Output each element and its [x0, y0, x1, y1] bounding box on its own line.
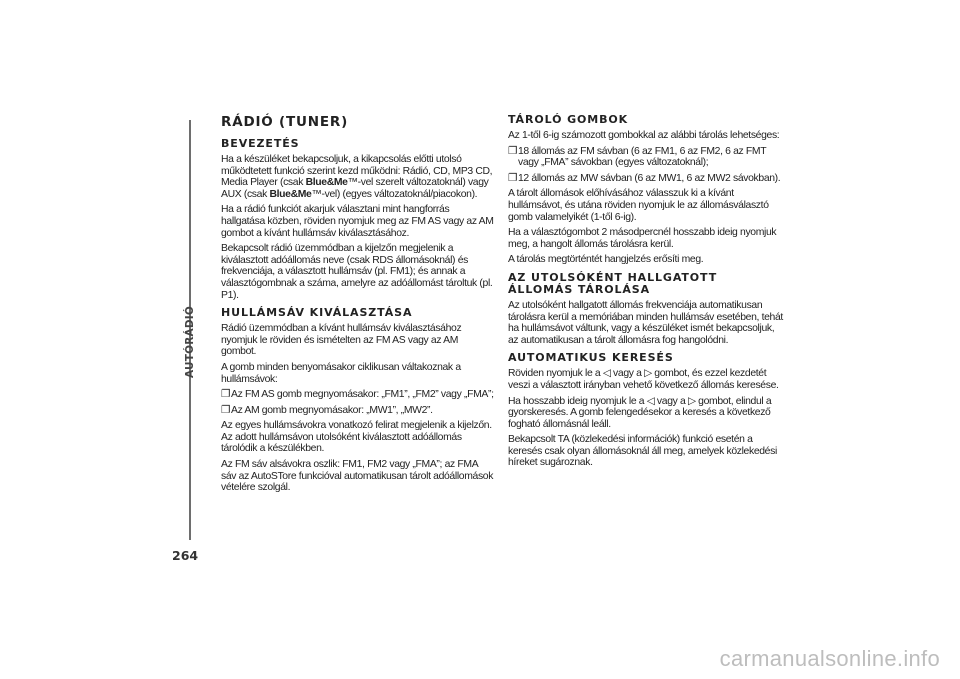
- right-column: [508, 114, 783, 473]
- bullet-icon: ❐: [508, 172, 517, 184]
- bullet-icon: ❐: [221, 404, 230, 416]
- intro-p1-part-b: ™-vel szerelt változatoknál) vagy AUX (csak: [221, 177, 489, 200]
- presets-bullet-1: [508, 146, 783, 169]
- band-bullet-1: [221, 389, 494, 401]
- last-station-heading-line1: AZ UTOLSÓKÉNT HALLGATOTT: [508, 270, 718, 284]
- section-side-label: AUTÓRÁDIÓ: [184, 306, 196, 378]
- presets-paragraph-3: A tárolás megtörténtét hangjelzés erősíti meg.: [508, 254, 704, 266]
- auto-search-paragraph-1: Röviden nyomjuk le a ◁ vagy a ▷ gombot, és ezzel kezdetét veszi a választott irányban vehető következő állomás keresése.: [508, 368, 779, 391]
- section-heading-presets: TÁROLÓ GOMBOK: [508, 113, 629, 126]
- last-station-heading-line2: ÁLLOMÁS TÁROLÁSA: [508, 282, 651, 296]
- bullet-icon: ❐: [221, 389, 230, 401]
- presets-intro: Az 1-től 6-ig számozott gombokkal az alábbi tárolás lehetséges:: [508, 130, 780, 141]
- section-heading-band-select: HULLÁMSÁV KIVÁLASZTÁSA: [221, 306, 413, 320]
- presets-bullet-2: [508, 173, 783, 185]
- intro-paragraph-3: Bekapcsolt rádió üzemmódban a kijelzőn megjelenik a kiválasztott adóállomás neve (csak RDS állomásoknál) és frekvenciája, a választott hullámsáv (pl. FM1); és annak a választógombnak a száma, amelyre az adóállomást tároltuk (pl. P1).: [221, 243, 493, 301]
- left-column: [221, 114, 494, 498]
- intro-paragraph-1: [221, 154, 494, 200]
- band-paragraph-1: Rádió üzemmódban a kívánt hullámsáv kiválasztásához nyomjuk le röviden és ismételten az FM AS vagy az AM gombot.: [221, 323, 462, 358]
- page-title: RÁDIÓ (TUNER): [221, 114, 349, 130]
- band-bullet-2: [221, 405, 494, 417]
- presets-bullet-2-text: 12 állomás az MW sávban (6 az MW1, 6 az MW2 sávokban).: [518, 172, 781, 184]
- band-bullet-2-text: Az AM gomb megnyomásakor: „MW1”, „MW2”.: [231, 404, 433, 416]
- intro-p1-part-c: ™-vel) (egyes változatoknál/piacokon).: [311, 188, 478, 200]
- bullet-icon: ❐: [508, 145, 517, 157]
- blueme-brand-2: Blue&Me: [269, 188, 312, 200]
- presets-bullet-1-text: 18 állomás az FM sávban (6 az FM1, 6 az FM2, 6 az FMT vagy „FMA” sávokban (egyes változatoknál);: [518, 145, 767, 169]
- auto-search-paragraph-3: Bekapcsolt TA (közlekedési információk) funkció esetén a keresés csak olyan állomásoknál áll meg, amelyek közlekedési híreket sugároznak.: [508, 434, 777, 469]
- blueme-brand-1: Blue&Me: [305, 177, 348, 189]
- presets-paragraph-2: Ha a választógombot 2 másodpercnél hosszabb ideig nyomjuk meg, a hangolt állomás tárolásra kerül.: [508, 227, 777, 250]
- intro-p1-part-a: Ha a készüléket bekapcsoljuk, a kikapcsolás előtti utolsó működtetett funkció szerint kezd működni: Rádió, CD, MP3 CD, Media Player (csak: [221, 154, 493, 189]
- band-paragraph-4: Az FM sáv alsávokra oszlik: FM1, FM2 vagy „FMA”; az FMA sáv az AutoSTore funkcióval automatikusan tárolt adóállomások vételére szolgál.: [221, 459, 494, 494]
- page-number: 264: [172, 548, 199, 563]
- last-station-paragraph: Az utolsóként hallgatott állomás frekvenciája automatikusan tárolásra kerül a memóriában minden hullámsáv esetében, tehát ha hullámsávot váltunk, vagy a készüléket ismét bekapcsoljuk, az automatikusan a tárolt állomásra fog hangolódni.: [508, 299, 783, 346]
- section-heading-intro: BEVEZETÉS: [221, 137, 300, 150]
- watermark-text: carmanualsonline.info: [719, 646, 940, 671]
- band-bullet-1-text: Az FM AS gomb megnyomásakor: „FM1”, „FM2” vagy „FMA”;: [231, 389, 494, 401]
- band-paragraph-2: A gomb minden benyomásakor ciklikusan váltakoznak a hullámsávok:: [221, 361, 461, 385]
- section-heading-last-station: [508, 272, 783, 296]
- band-paragraph-3: Az egyes hullámsávokra vonatkozó felirat megjelenik a kijelzőn. Az adott hullámsávon utolsóként kiválasztott adóállomás tárolódik a készülékben.: [221, 420, 492, 455]
- intro-paragraph-2: Ha a rádió funkciót akarjuk választani mint hangforrás hallgatása közben, röviden nyomjuk meg az FM AS vagy az AM gombot a kívánt hullámsáv kiválasztásához.: [221, 204, 494, 239]
- auto-search-paragraph-2: Ha hosszabb ideig nyomjuk le a ◁ vagy a ▷ gombot, elindul a gyorskeresés. A gomb felengedésekor a keresés a következő fogható állomásnál leáll.: [508, 395, 772, 430]
- section-heading-auto-search: AUTOMATIKUS KERESÉS: [508, 351, 674, 365]
- presets-paragraph-1: A tárolt állomások előhívásához válasszuk ki a kívánt hullámsávot, és utána röviden nyomjuk le az állomásválasztó gomb valamelyikét (1-től 6-ig).: [508, 188, 769, 223]
